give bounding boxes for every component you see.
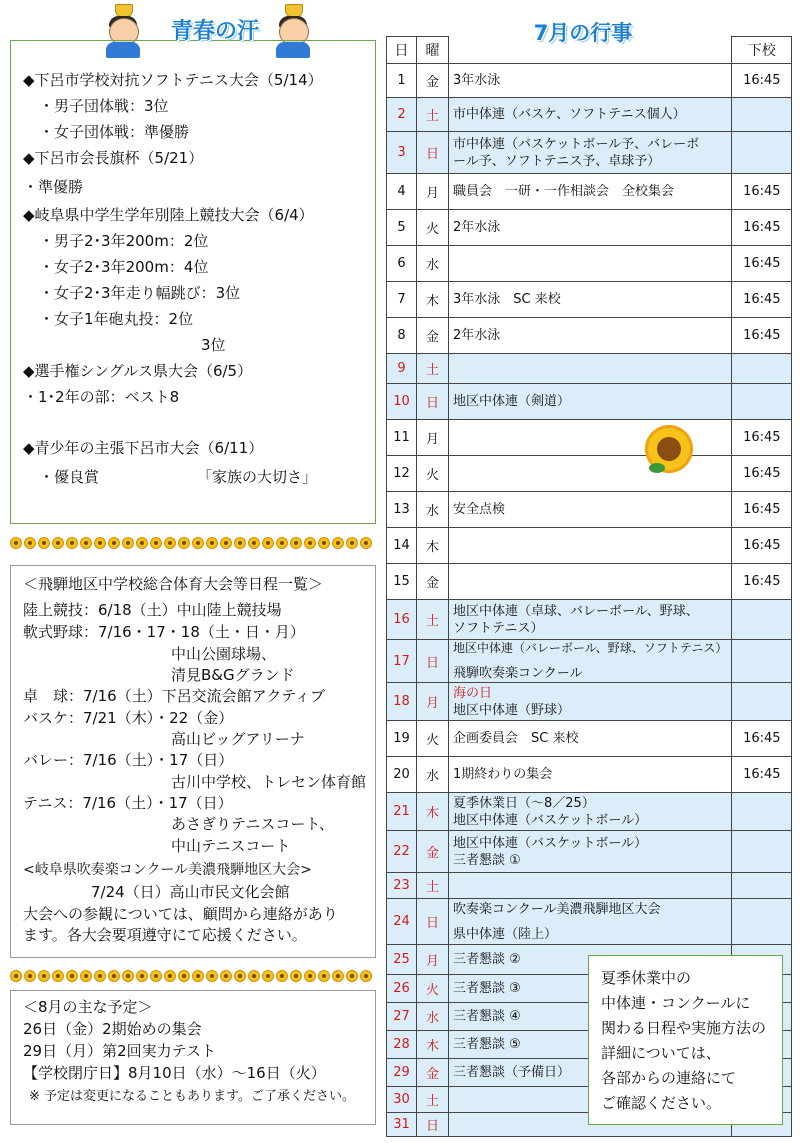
mini-sunflower-icon <box>346 537 358 549</box>
schedule-weekday: 土 <box>417 873 449 899</box>
schedule-row <box>387 282 792 318</box>
schedule-day: 5 <box>387 210 417 246</box>
achievement-line: ◆青少年の主張下呂市大会（6/11） <box>23 439 264 457</box>
hida-line: 高山ビッグアリーナ <box>171 730 305 748</box>
mini-sunflower-icon <box>276 970 288 982</box>
mini-sunflower-icon <box>220 537 232 549</box>
schedule-end-time: 16:45 <box>732 210 792 246</box>
schedule-weekday: 木 <box>417 793 449 831</box>
schedule-end-time: 16:45 <box>732 564 792 600</box>
schedule-event-line: 3年水泳 SC 来校 <box>453 292 561 307</box>
hida-line: 陸上競技：6/18（土）中山陸上競技場 <box>23 601 282 619</box>
august-plan-box <box>10 990 376 1125</box>
schedule-day: 11 <box>387 420 417 456</box>
schedule-row <box>387 210 792 246</box>
mini-sunflower-icon <box>304 537 316 549</box>
schedule-event <box>449 899 732 945</box>
achievement-line: ・女子2･3年走り幅跳び：3位 <box>39 284 241 302</box>
schedule-event <box>449 564 732 600</box>
mini-sunflower-icon <box>290 537 302 549</box>
schedule-weekday: 水 <box>417 757 449 793</box>
schedule-event-line: 吹奏楽コンクール美濃飛騨地区大会 <box>453 901 661 917</box>
schedule-end-time <box>732 354 792 384</box>
mini-sunflower-icon <box>24 537 36 549</box>
schedule-row <box>387 420 792 456</box>
schedule-event-line: ソフトテニス） <box>453 620 544 636</box>
hida-line: 軟式野球：7/16・17・18（土・日・月） <box>23 623 305 641</box>
hida-line: 中山テニスコート <box>171 837 291 855</box>
mini-sunflower-icon <box>332 970 344 982</box>
schedule-weekday: 月 <box>417 945 449 975</box>
schedule-end-time <box>732 873 792 899</box>
schedule-weekday: 月 <box>417 174 449 210</box>
schedule-day: 20 <box>387 757 417 793</box>
mini-sunflower-icon <box>234 970 246 982</box>
hida-line: 卓 球：7/16（土）下呂交流会館アクティブ <box>23 687 326 705</box>
schedule-day: 10 <box>387 384 417 420</box>
achievement-line: ◆岐阜県中学生学年別陸上競技大会（6/4） <box>23 206 314 224</box>
schedule-event-line: 1期終わりの集会 <box>453 767 553 782</box>
schedule-event-line: 県中体連（陸上） <box>453 926 558 942</box>
schedule-day: 27 <box>387 1003 417 1031</box>
schedule-weekday: 土 <box>417 98 449 132</box>
achievement-line: 「家族の大切さ」 <box>197 468 318 486</box>
schedule-row <box>387 793 792 831</box>
schedule-event-line: 三者懇談 ① <box>453 852 521 868</box>
schedule-event <box>449 721 732 757</box>
achievement-line: 3位 <box>201 336 226 354</box>
mini-sunflower-icon <box>234 537 246 549</box>
schedule-event <box>449 683 732 721</box>
schedule-row <box>387 873 792 899</box>
schedule-day: 29 <box>387 1059 417 1087</box>
mini-sunflower-icon <box>220 970 232 982</box>
schedule-end-time: 16:45 <box>732 721 792 757</box>
schedule-row <box>387 174 792 210</box>
schedule-day: 16 <box>387 600 417 640</box>
section-title-achievements: 青春の汗 <box>170 19 259 44</box>
mini-sunflower-icon <box>262 970 274 982</box>
achievement-line: ◆下呂市学校対抗ソフトテニス大会（5/14） <box>23 71 323 89</box>
schedule-day: 12 <box>387 456 417 492</box>
achievement-line: ・男子2･3年200m：2位 <box>39 232 209 250</box>
schedule-weekday: 金 <box>417 318 449 354</box>
header-end-time: 下校 <box>732 37 792 64</box>
schedule-weekday: 日 <box>417 640 449 683</box>
schedule-day: 3 <box>387 132 417 174</box>
mini-sunflower-icon <box>276 537 288 549</box>
august-line: ※ 予定は変更になることもあります。ご了承ください。 <box>29 1089 355 1104</box>
schedule-end-time: 16:45 <box>732 420 792 456</box>
schedule-weekday: 木 <box>417 282 449 318</box>
mini-sunflower-icon <box>80 970 92 982</box>
schedule-weekday: 日 <box>417 132 449 174</box>
schedule-weekday: 月 <box>417 420 449 456</box>
schedule-end-time <box>732 98 792 132</box>
mini-sunflower-icon <box>360 970 372 982</box>
schedule-row <box>387 98 792 132</box>
mini-sunflower-icon <box>332 537 344 549</box>
schedule-row <box>387 600 792 640</box>
schedule-weekday: 水 <box>417 492 449 528</box>
achievement-line: ・女子団体戦：準優勝 <box>39 123 190 141</box>
schedule-weekday: 火 <box>417 975 449 1003</box>
mini-sunflower-icon <box>52 537 64 549</box>
mini-sunflower-icon <box>150 970 162 982</box>
schedule-event <box>449 210 732 246</box>
schedule-end-time <box>732 793 792 831</box>
schedule-row <box>387 831 792 873</box>
achievement-line: ◆選手権シングルス県大会（6/5） <box>23 362 253 380</box>
schedule-day: 23 <box>387 873 417 899</box>
achievement-line: ・女子1年砲丸投：2位 <box>39 310 194 328</box>
schedule-weekday: 火 <box>417 456 449 492</box>
hida-line: 7/24（日）高山市民文化会館 <box>91 883 290 901</box>
schedule-event <box>449 528 732 564</box>
schedule-row <box>387 246 792 282</box>
schedule-end-time: 16:45 <box>732 757 792 793</box>
schedule-row <box>387 899 792 945</box>
schedule-end-time <box>732 132 792 174</box>
mini-sunflower-icon <box>248 537 260 549</box>
hida-line: テニス：7/16（土）・17（日） <box>23 794 233 812</box>
schedule-event <box>449 174 732 210</box>
mini-sunflower-icon <box>206 970 218 982</box>
hida-line: バスケ：7/21（木）・22（金） <box>23 709 234 727</box>
schedule-end-time <box>732 683 792 721</box>
achievement-line: ・男子団体戦：3位 <box>39 97 169 115</box>
schedule-event-line: 飛騨吹奏楽コンクール <box>453 666 583 681</box>
schedule-day: 15 <box>387 564 417 600</box>
schedule-day: 7 <box>387 282 417 318</box>
schedule-row <box>387 564 792 600</box>
schedule-event <box>449 873 732 899</box>
achievement-line: ・1･2年の部：ベスト8 <box>23 388 180 406</box>
mini-sunflower-icon <box>10 970 22 982</box>
achievement-line: ・女子2･3年200m：4位 <box>39 258 209 276</box>
mini-sunflower-icon <box>108 970 120 982</box>
schedule-event-line: 企画委員会 SC 来校 <box>453 731 579 746</box>
schedule-day: 28 <box>387 1031 417 1059</box>
mini-sunflower-icon <box>80 537 92 549</box>
schedule-day: 9 <box>387 354 417 384</box>
schedule-event-line: 三者懇談 ⑤ <box>453 1037 521 1052</box>
schedule-row <box>387 64 792 98</box>
schedule-event-line: 安全点検 <box>453 502 506 517</box>
schedule-day: 22 <box>387 831 417 873</box>
mini-sunflower-icon <box>318 537 330 549</box>
schedule-row <box>387 384 792 420</box>
mini-sunflower-icon <box>150 537 162 549</box>
schedule-event-line: 職員会 一研・一作相談会 全校集会 <box>453 184 675 199</box>
schedule-event <box>449 831 732 873</box>
schedule-event-line: 三者懇談 ④ <box>453 1009 521 1024</box>
schedule-event <box>449 132 732 174</box>
mini-sunflower-icon <box>206 537 218 549</box>
schedule-weekday: 水 <box>417 246 449 282</box>
schedule-end-time: 16:45 <box>732 456 792 492</box>
schedule-event <box>449 640 732 683</box>
note-line: ご確認ください。 <box>601 1094 722 1112</box>
schedule-event <box>449 282 732 318</box>
mini-sunflower-icon <box>164 537 176 549</box>
schedule-event-line: 地区中体連（卓球、バレーボール、野球、 <box>453 603 699 619</box>
schedule-event <box>449 354 732 384</box>
schedule-event-line: 三者懇談 ③ <box>453 981 521 996</box>
mini-sunflower-icon <box>24 970 36 982</box>
achievement-line: ・準優勝 <box>23 178 84 196</box>
schedule-event-line: 2年水泳 <box>453 220 501 235</box>
mini-sunflower-icon <box>178 970 190 982</box>
schedule-weekday: 月 <box>417 683 449 721</box>
hida-line: 清見B&Gグランド <box>171 666 295 684</box>
schedule-weekday: 金 <box>417 564 449 600</box>
mini-sunflower-icon <box>262 537 274 549</box>
mini-sunflower-icon <box>248 970 260 982</box>
schedule-day: 26 <box>387 975 417 1003</box>
schedule-weekday: 土 <box>417 1087 449 1113</box>
schedule-day: 31 <box>387 1113 417 1137</box>
schedule-weekday: 土 <box>417 354 449 384</box>
mini-sunflower-icon <box>192 537 204 549</box>
schedule-day: 21 <box>387 793 417 831</box>
hida-line: バレー：7/16（土）・17（日） <box>23 751 234 769</box>
schedule-weekday: 金 <box>417 64 449 98</box>
achievement-line: ・優良賞 <box>39 468 100 486</box>
schedule-row <box>387 721 792 757</box>
schedule-end-time: 16:45 <box>732 528 792 564</box>
mini-sunflower-icon <box>304 970 316 982</box>
note-line: 詳細については、 <box>601 1044 721 1062</box>
schedule-event-line: 地区中体連（剣道） <box>453 394 571 409</box>
schedule-event <box>449 492 732 528</box>
schedule-weekday: 日 <box>417 899 449 945</box>
schedule-day: 30 <box>387 1087 417 1113</box>
schedule-row <box>387 354 792 384</box>
schedule-day: 4 <box>387 174 417 210</box>
mini-sunflower-icon <box>10 537 22 549</box>
schedule-event-line: 2年水泳 <box>453 328 501 343</box>
schedule-event-line: 地区中体連（バスケットボール） <box>453 835 648 851</box>
schedule-day: 17 <box>387 640 417 683</box>
schedule-day: 13 <box>387 492 417 528</box>
schedule-event <box>449 384 732 420</box>
hida-line: 中山公園球場、 <box>171 645 277 663</box>
august-line: ＜8月の主な予定＞ <box>23 998 153 1016</box>
hida-line: 大会への参観については、顧問から連絡があり <box>23 905 338 923</box>
mini-sunflower-icon <box>66 537 78 549</box>
schedule-event-line: 3年水泳 <box>453 73 501 88</box>
mini-sunflower-icon <box>360 537 372 549</box>
schedule-end-time <box>732 640 792 683</box>
mini-sunflower-icon <box>52 970 64 982</box>
mini-sunflower-icon <box>108 537 120 549</box>
header-day: 日 <box>387 37 417 64</box>
schedule-weekday: 日 <box>417 1113 449 1137</box>
schedule-event-line: 市中体連（バスケ、ソフトテニス個人） <box>453 107 686 122</box>
schedule-end-time: 16:45 <box>732 174 792 210</box>
schedule-day: 8 <box>387 318 417 354</box>
schedule-weekday: 日 <box>417 384 449 420</box>
mini-sunflower-icon <box>94 537 106 549</box>
schedule-end-time <box>732 831 792 873</box>
schedule-event-line: ール予、ソフトテニス予、卓球予） <box>453 153 661 169</box>
schedule-weekday: 火 <box>417 721 449 757</box>
schedule-weekday: 火 <box>417 210 449 246</box>
schedule-event <box>449 793 732 831</box>
mini-sunflower-icon <box>192 970 204 982</box>
mini-sunflower-icon <box>94 970 106 982</box>
mini-sunflower-icon <box>38 537 50 549</box>
mini-sunflower-icon <box>164 970 176 982</box>
schedule-day: 18 <box>387 683 417 721</box>
schedule-day: 6 <box>387 246 417 282</box>
mini-sunflower-icon <box>290 970 302 982</box>
schedule-row <box>387 492 792 528</box>
mini-sunflower-icon <box>122 970 134 982</box>
schedule-weekday: 土 <box>417 600 449 640</box>
schedule-day: 19 <box>387 721 417 757</box>
schedule-end-time: 16:45 <box>732 282 792 318</box>
schedule-title: 7月の行事 <box>508 18 658 48</box>
august-line: 26日（金）2期始めの集会 <box>23 1020 202 1038</box>
hida-line: <岐阜県吹奏楽コンクール美濃飛騨地区大会> <box>23 862 312 878</box>
schedule-event-line: 三者懇談（予備日） <box>453 1065 571 1080</box>
schedule-day: 25 <box>387 945 417 975</box>
achievement-line: ◆下呂市会長旗杯（5/21） <box>23 149 204 167</box>
note-line: 夏季休業中の <box>601 969 692 987</box>
schedule-event-line: 地区中体連（バスケットボール） <box>453 812 648 828</box>
august-line: 29日（月）第2回実力テスト <box>23 1042 217 1060</box>
schedule-row <box>387 456 792 492</box>
schedule-event-line: 地区中体連（野球） <box>453 702 571 718</box>
hida-line: ます。各大会要項遵守にて応援ください。 <box>23 926 307 944</box>
schedule-event <box>449 318 732 354</box>
sunflower-icon <box>643 423 695 479</box>
schedule-end-time: 16:45 <box>732 492 792 528</box>
schedule-day: 14 <box>387 528 417 564</box>
mini-sunflower-icon <box>122 537 134 549</box>
schedule-end-time <box>732 899 792 945</box>
schedule-row <box>387 318 792 354</box>
schedule-weekday: 水 <box>417 1003 449 1031</box>
schedule-row <box>387 528 792 564</box>
schedule-end-time <box>732 600 792 640</box>
mini-sunflower-icon <box>136 537 148 549</box>
hida-line: ＜飛騨地区中学校総合体育大会等日程一覧＞ <box>23 575 324 593</box>
schedule-row <box>387 132 792 174</box>
schedule-day: 24 <box>387 899 417 945</box>
hida-line: あさぎりテニスコート、 <box>171 815 335 833</box>
mini-sunflower-icon <box>178 537 190 549</box>
schedule-day: 1 <box>387 64 417 98</box>
note-line: 関わる日程や実施方法の <box>601 1019 767 1037</box>
schedule-weekday: 金 <box>417 1059 449 1087</box>
schedule-event <box>449 64 732 98</box>
schedule-day: 2 <box>387 98 417 132</box>
hida-tournament-box <box>10 565 376 958</box>
schedule-row <box>387 757 792 793</box>
schedule-event <box>449 98 732 132</box>
schedule-row <box>387 683 792 721</box>
schedule-event <box>449 757 732 793</box>
schedule-weekday: 木 <box>417 528 449 564</box>
schedule-weekday: 木 <box>417 1031 449 1059</box>
summer-note-box <box>588 955 783 1125</box>
mini-sunflower-icon <box>38 970 50 982</box>
schedule-event-line: 地区中体連（バレーボール、野球、ソフトテニス） <box>453 641 728 655</box>
mini-sunflower-icon <box>346 970 358 982</box>
schedule-event-line: 夏季休業日（〜8／25） <box>453 795 595 811</box>
schedule-event-line: 三者懇談 ② <box>453 952 521 967</box>
note-line: 中体連・コンクールに <box>601 994 751 1012</box>
schedule-event <box>449 246 732 282</box>
achievements-box <box>10 40 376 524</box>
flower-divider <box>10 537 376 551</box>
schedule-weekday: 金 <box>417 831 449 873</box>
schedule-end-time: 16:45 <box>732 246 792 282</box>
header-weekday: 曜 <box>417 37 449 64</box>
mini-sunflower-icon <box>318 970 330 982</box>
note-line: 各部からの連絡にて <box>601 1069 737 1087</box>
hida-line: 古川中学校、トレセン体育館 <box>171 773 367 791</box>
mini-sunflower-icon <box>136 970 148 982</box>
schedule-end-time <box>732 384 792 420</box>
schedule-row <box>387 640 792 683</box>
schedule-event <box>449 600 732 640</box>
mini-sunflower-icon <box>66 970 78 982</box>
schedule-end-time: 16:45 <box>732 318 792 354</box>
flower-divider <box>10 970 376 984</box>
schedule-end-time: 16:45 <box>732 64 792 98</box>
schedule-event-line: 海の日 <box>453 685 493 701</box>
schedule-event-line: 市中体連（バスケットボール予、バレーボ <box>453 136 700 152</box>
august-line: 【学校閉庁日】8月10日（水）〜16日（火） <box>23 1064 326 1082</box>
